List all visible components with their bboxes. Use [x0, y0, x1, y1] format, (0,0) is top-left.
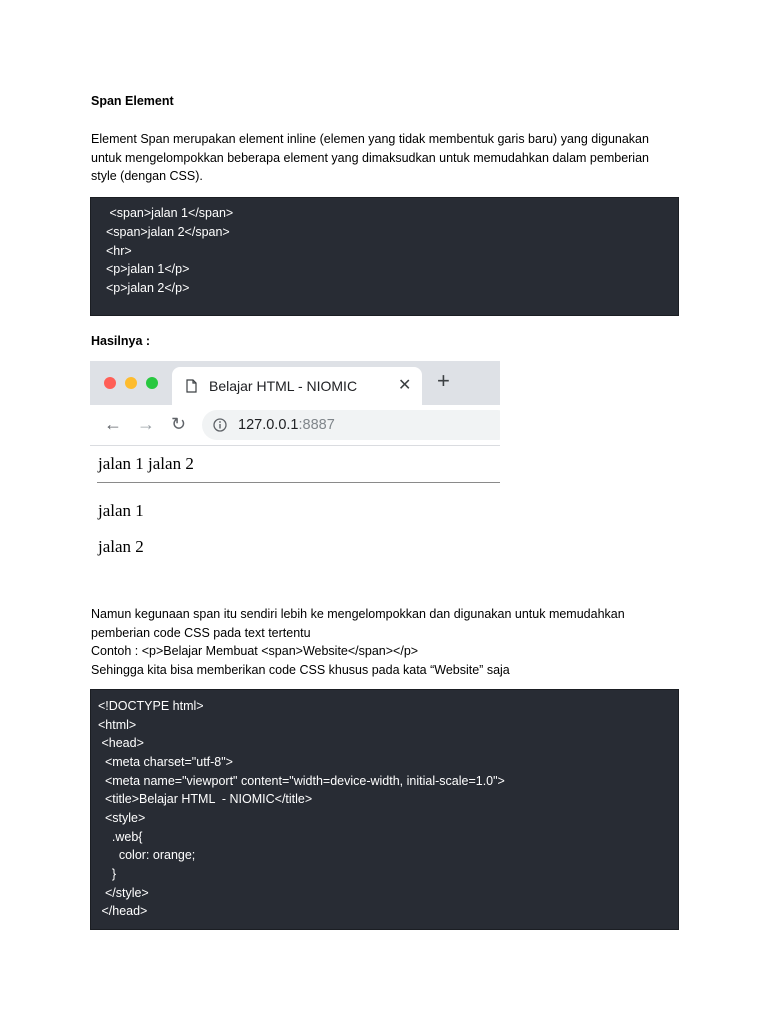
code-line: </style> [98, 886, 149, 900]
close-window-dot[interactable] [104, 377, 116, 389]
code-line: <meta name="viewport" content="width=device-width, initial-scale=1.0"> [98, 774, 505, 788]
address-bar[interactable] [202, 410, 500, 440]
minimize-window-dot[interactable] [125, 377, 137, 389]
intro-line: style (dengan CSS). [91, 169, 203, 184]
maximize-window-dot[interactable] [146, 377, 158, 389]
browser-tab[interactable] [172, 367, 422, 405]
code-line: <!DOCTYPE html> [98, 699, 204, 713]
body-line: Contoh : <p>Belajar Membuat <span>Website</span></p> [91, 644, 419, 659]
code-line: } [98, 867, 117, 881]
body-line: Namun kegunaan span itu sendiri lebih ke mengelompokkan dan digunakan untuk memudahkan [91, 607, 625, 621]
code-line: <p>jalan 1</p> [106, 262, 190, 276]
code-line: <title>Belajar HTML - NIOMIC</title> [98, 792, 313, 806]
url-port: :8887 [298, 417, 335, 433]
code-block-span-example [90, 197, 679, 316]
code-line: <span>jalan 1</span> [106, 206, 234, 220]
body-line: Sehingga kita bisa memberikan code CSS khusus pada kata “Website” saja [91, 662, 510, 677]
code-line: <span>jalan 2</span> [106, 225, 230, 239]
tab-title: Belajar HTML - NIOMIC [209, 378, 358, 394]
reload-icon[interactable]: ↻ [171, 414, 187, 434]
intro-line: untuk mengelompokkan beberapa element yang dimaksudkan untuk memudahkan dalam pemberian [91, 150, 649, 165]
intro-line: Element Span merupakan element inline (elemen yang tidak membentuk garis baru) yang digunakan [91, 132, 649, 146]
code-line: <meta charset="utf-8"> [98, 755, 233, 769]
rendered-paragraph: jalan 1 [98, 501, 144, 520]
browser-toolbar [90, 405, 500, 446]
browser-tab-bar [90, 361, 500, 405]
page-title: Span Element [91, 94, 174, 108]
url-host: 127.0.0.1 [238, 417, 299, 433]
code-line: <p>jalan 2</p> [106, 281, 190, 295]
url-text [238, 417, 335, 433]
code-line: <html> [98, 718, 137, 732]
info-icon[interactable] [213, 418, 227, 432]
document-icon [186, 379, 197, 393]
close-tab-icon[interactable]: ✕ [398, 377, 412, 394]
forward-arrow-icon[interactable]: → [137, 414, 155, 434]
code-line: <hr> [106, 244, 132, 258]
back-arrow-icon[interactable]: ← [104, 414, 122, 434]
rendered-span-line: jalan 1 jalan 2 [98, 454, 194, 473]
browser-screenshot [90, 361, 500, 571]
code-line: color: orange; [98, 848, 196, 862]
code-block-html-example [90, 689, 679, 930]
new-tab-icon[interactable]: + [437, 368, 450, 393]
body-paragraph [91, 605, 691, 679]
rendered-hr [97, 482, 500, 483]
result-label: Hasilnya : [91, 334, 151, 348]
body-line: pemberian code CSS pada text tertentu [91, 625, 311, 640]
code-line: <head> [98, 736, 144, 750]
code-line: <style> [98, 811, 146, 825]
intro-paragraph [91, 130, 691, 186]
rendered-paragraph: jalan 2 [98, 537, 144, 556]
code-line: .web{ [98, 830, 143, 844]
code-line: </head> [98, 904, 148, 918]
